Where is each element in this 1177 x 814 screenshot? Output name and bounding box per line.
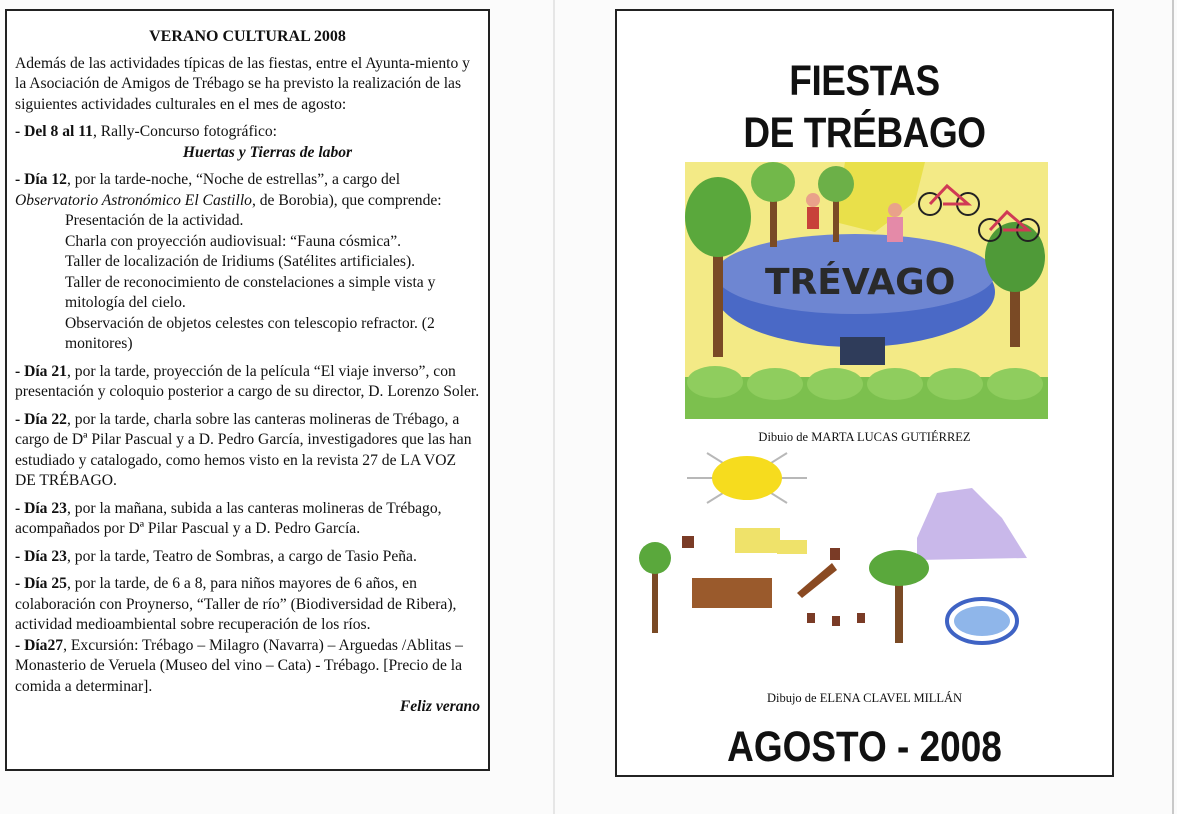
barn-shape (692, 578, 772, 608)
castle-shape (735, 528, 780, 553)
activity-text: , Rally-Concurso fotográfico: (92, 123, 278, 140)
activity-item (15, 410, 480, 492)
activity-text: , por la tarde, charla sobre las canteras molineras de Trébago, a cargo de Dª Pilar Pascual y a D. Pedro García, investigadores que las han estudiado y catalogado, como hemos visto en la revista 27 de LA VOZ DE TRÉBAGO. (15, 410, 472, 489)
cover-title-line1: FIESTAS (789, 57, 940, 105)
sub-list (15, 211, 480, 355)
intro-text: Además de las actividades típicas de las fiestas, entre el Ayunta-miento y la Asociación de Amigos de Trébago se ha previsto la realización de las siguientes actividades culturales en el mes de agosto: (15, 54, 470, 113)
house-shape (832, 616, 840, 626)
activity-item (15, 362, 480, 403)
drawing-caption: Dibujo de ELENA CLAVEL MILLÁN (766, 691, 963, 705)
activity-text: , por la tarde, proyección de la película “El viaje inverso”, con presentación y coloquio posterior a cargo de su director, D. Lorenzo Soler. (15, 362, 480, 400)
activity-item (15, 636, 480, 718)
bush (747, 368, 803, 400)
bush (927, 368, 983, 400)
pond-water (954, 606, 1010, 636)
lake-drawing (685, 162, 1048, 419)
sub-list-item: Presentación de la actividad. (65, 212, 244, 229)
activity-date: - Día 12 (15, 171, 67, 188)
sub-list-item: Taller de localización de Iridiums (Satélites artificiales). (65, 253, 416, 270)
castle-shape (777, 540, 807, 554)
sub-list-item: Observación de objetos celestes con telescopio refractor. (2 monitores) (65, 314, 435, 352)
activity-date: - Día 23 (15, 499, 67, 517)
child-figure (806, 193, 820, 207)
program-title: VERANO CULTURAL 2008 (149, 28, 346, 45)
house-shape (830, 548, 840, 560)
activity-date: - Día 21 (15, 362, 67, 380)
bench-shape (840, 337, 885, 365)
activity-date: - Día 23 (15, 547, 67, 565)
bush (987, 368, 1043, 400)
activity-text: , por la tarde, de 6 a 8, para niños mayores de 6 años, en colaboración con Proynerso, “Taller de río” (Biodiversidad de Ribera), actividad medioambiental sobre recuperación de los ríos. (15, 575, 457, 633)
activity-text: , de Borobia), que comprende: (251, 191, 442, 209)
bush (867, 368, 923, 400)
tree-trunk (713, 242, 723, 357)
child-figure (807, 207, 819, 229)
tree-crown (685, 177, 751, 257)
activity-item (15, 547, 480, 568)
activity-text: , por la tarde, Teatro de Sombras, a cargo de Tasio Peña. (66, 547, 417, 565)
tree-crown (751, 162, 795, 202)
program-panel (5, 9, 490, 771)
house-shape (807, 613, 815, 623)
center-fold (553, 0, 555, 814)
tree-crown (985, 222, 1045, 292)
cover-panel (615, 9, 1114, 777)
activity-date: - Día 25 (15, 575, 67, 592)
child-figure (887, 217, 903, 242)
sub-list-item: Taller de reconocimiento de constelaciones a simple vista y mitología del cielo. (65, 273, 436, 311)
page-edge (1172, 0, 1174, 814)
sun-drawing (627, 448, 1047, 683)
drawing-background (627, 448, 1047, 683)
contest-theme: Huertas y Tierras de labor (182, 143, 353, 161)
activity-item (15, 499, 480, 540)
tree-crown (639, 542, 671, 574)
bush (807, 368, 863, 400)
observatory-name: Observatorio Astronómico El Castillo (15, 191, 252, 209)
sub-list-item: Charla con proyección audiovisual: “Fauna cósmica”. (65, 232, 402, 250)
tree-crown (869, 550, 929, 586)
house-shape (857, 613, 865, 623)
activity-item (15, 574, 480, 636)
bush (687, 366, 743, 398)
house-shape (682, 536, 694, 548)
tree-crown (818, 166, 854, 202)
child-figure (888, 203, 902, 217)
cover-title-line2: DE TRÉBAGO (743, 109, 986, 157)
activity-text: , Excursión: Trébago – Milagro (Navarra) – Arguedas /Ablitas – Monasterio de Veruela (Museo del vino – Cata) - Trébago. [Precio de la comida a determinar]. (15, 636, 463, 695)
activity-item (15, 122, 480, 163)
activity-date: - Del 8 al 11 (15, 123, 93, 140)
event-date: AGOSTO - 2008 (727, 723, 1002, 771)
activity-date: - Día 22 (15, 410, 67, 428)
lake-lettering: TRÉVAGO (765, 262, 956, 303)
activity-date: - Día27 (15, 636, 64, 654)
activity-text: , por la mañana, subida a las canteras molineras de Trébago, acompañados por Dª Pilar Pascual y a D. Pedro García. (15, 499, 442, 537)
activity-text: , por la tarde-noche, “Noche de estrellas”, a cargo del (66, 171, 401, 188)
activity-item (15, 170, 480, 355)
drawing-caption: Dibuio de MARTA LUCAS GUTIÉRREZ (758, 430, 971, 444)
signoff: Feliz verano (399, 698, 480, 715)
